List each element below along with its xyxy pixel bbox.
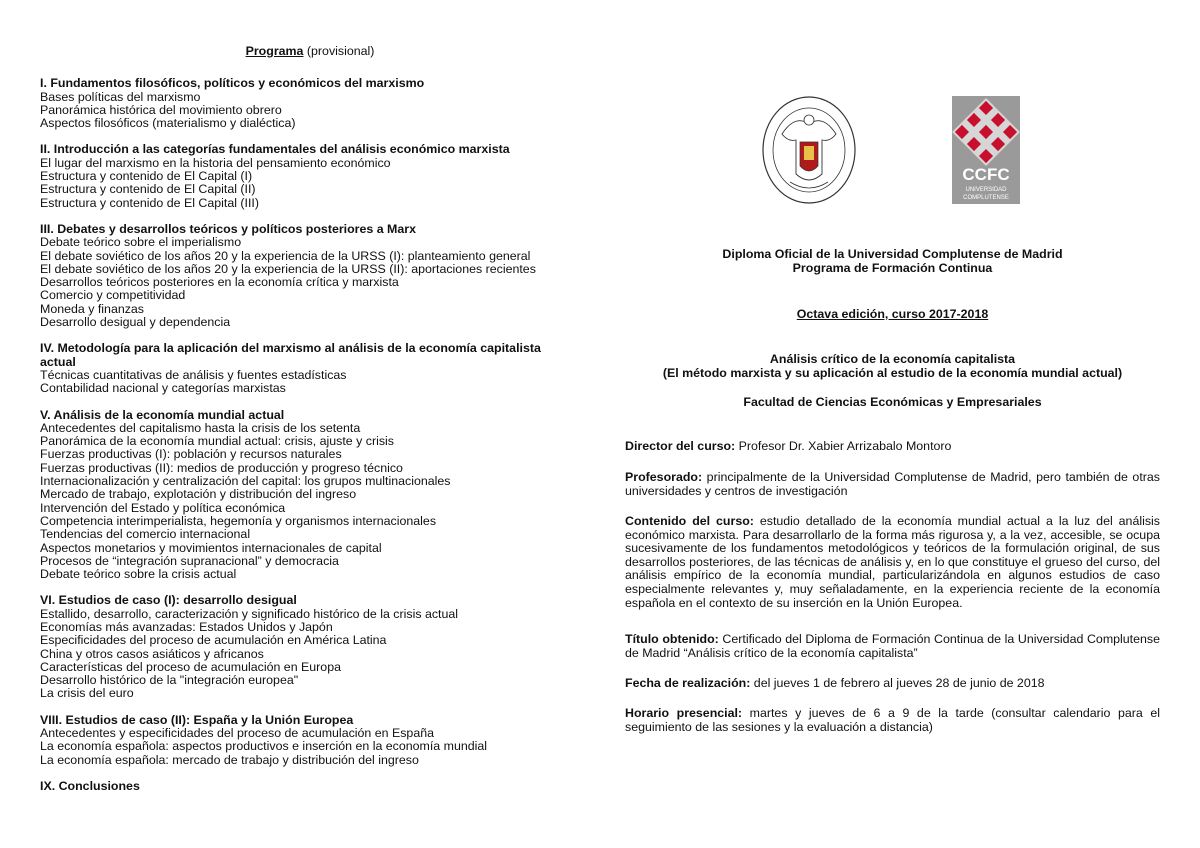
section-item: Estallido, desarrollo, caracterización y significado histórico de la crisis actual xyxy=(40,606,459,621)
diploma-line1: Diploma Oficial de la Universidad Complutense de Madrid xyxy=(722,247,1063,261)
section-item: Debate teórico sobre la crisis actual xyxy=(40,567,237,582)
course-subtitle: (El método marxista y su aplicación al estudio de la economía mundial actual) xyxy=(662,365,1123,380)
program-subtitle: (provisional) xyxy=(306,44,375,58)
profesorado-value: principalmente de la Universidad Complutense de Madrid, pero también de otras universidades y centros de investigación xyxy=(625,470,1160,498)
section-item: Desarrollo desigual y dependencia xyxy=(40,315,231,330)
section-item: Antecedentes del capitalismo hasta la crisis de los setenta xyxy=(40,420,361,435)
section-title: VIII. Estudios de caso (II): España y la Unión Europea xyxy=(40,712,354,727)
edition-block xyxy=(625,308,1160,322)
section-item: El lugar del marxismo en la historia del pensamiento económico xyxy=(40,155,391,170)
fecha-label: Fecha de realización: xyxy=(625,676,751,690)
horario-label: Horario presencial: xyxy=(625,706,743,720)
section-item: Desarrollo histórico de la "integración europea" xyxy=(40,673,299,688)
section-item: Antecedentes y especificidades del proceso de acumulación en España xyxy=(40,726,435,741)
section-item: Contabilidad nacional y categorías marxistas xyxy=(40,381,286,396)
section-items xyxy=(40,422,580,582)
program-section xyxy=(40,714,580,767)
section-item: Internacionalización y centralización del capital: los grupos multinacionales xyxy=(40,474,451,489)
section-title: IX. Conclusiones xyxy=(40,778,140,793)
section-item: Competencia interimperialista, hegemonía y organismos internacionales xyxy=(40,513,437,528)
diploma-heading xyxy=(625,248,1160,275)
section-title: IV. Metodología para la aplicación del marxismo al análisis de la economía capitalista actual xyxy=(40,341,541,369)
section-item: Intervención del Estado y política económica xyxy=(40,500,286,515)
contenido-value: estudio detallado de la economía mundial actual a la luz del análisis económico marxista. Para desarrollarlo de la forma más rigurosa y, a la vez, accesible, se ocupa sucesivamente de los fundamentos metodológicos y teóricos de la formulación original, de sus desarrollos posteriores, de las técnicas de análisis y, en lo que constituye el grueso del curso, del análisis empírico de la economía mundial, particularizándola en algunos estudios de caso especialmente relevantes y, muy señaladamente, en la experiencia reciente de la economía española en el contexto de su inserción en la Unión Europea. xyxy=(625,514,1160,610)
program-section xyxy=(40,77,580,130)
course-title: Análisis crítico de la economía capitalista xyxy=(769,352,1016,366)
section-item: El debate soviético de los años 20 y la experiencia de la URSS (II): aportaciones recientes xyxy=(40,261,536,276)
section-items xyxy=(40,91,580,131)
section-item: Desarrollos teóricos posteriores en la economía crítica y marxista xyxy=(40,275,399,290)
ccfc-sub2: COMPLUTENSE xyxy=(963,195,1009,201)
section-item: Especificidades del proceso de acumulación en América Latina xyxy=(40,633,387,648)
course-title-block xyxy=(625,353,1160,380)
section-item: Tendencias del comercio internacional xyxy=(40,527,251,542)
titulo-value: Certificado del Diploma de Formación Continua de la Universidad Complutense de Madrid “Análisis crítico de la economía capitalista” xyxy=(625,632,1160,660)
profesorado-label: Profesorado: xyxy=(625,470,703,484)
ccfc-logo-icon xyxy=(952,96,1020,204)
program-column xyxy=(40,45,580,806)
universidad-complutense-seal-icon xyxy=(760,94,858,206)
diploma-line2: Programa de Formación Continua xyxy=(792,260,993,275)
section-item: Economías más avanzadas: Estados Unidos y Japón xyxy=(40,619,333,634)
section-item: Estructura y contenido de El Capital (I) xyxy=(40,169,253,184)
program-section xyxy=(40,594,580,700)
section-item: Comercio y competitividad xyxy=(40,288,186,303)
section-items xyxy=(40,608,580,701)
section-items xyxy=(40,236,580,329)
contenido-label: Contenido del curso: xyxy=(625,514,754,528)
section-item: Mercado de trabajo, explotación y distribución del ingreso xyxy=(40,487,357,502)
section-item: Aspectos monetarios y movimientos internacionales de capital xyxy=(40,540,382,555)
faculty-name: Facultad de Ciencias Económicas y Empresariales xyxy=(743,395,1042,409)
fecha-paragraph xyxy=(625,677,1160,691)
section-items xyxy=(40,727,580,767)
contenido-paragraph xyxy=(625,515,1160,610)
program-title: Programa xyxy=(245,44,304,58)
director-label: Director del curso: xyxy=(625,439,736,453)
logos xyxy=(760,94,1060,206)
section-item: Aspectos filosóficos (materialismo y dialéctica) xyxy=(40,116,296,131)
section-item: Debate teórico sobre el imperialismo xyxy=(40,235,242,250)
section-items xyxy=(40,369,580,396)
program-sections xyxy=(40,77,580,793)
section-items xyxy=(40,157,580,210)
profesorado-paragraph xyxy=(625,471,1160,498)
section-item: Técnicas cuantitativas de análisis y fuentes estadísticas xyxy=(40,367,347,382)
fecha-value: del jueves 1 de febrero al jueves 28 de junio de 2018 xyxy=(753,676,1045,690)
ccfc-text: CCFC xyxy=(962,165,1010,184)
section-item: China y otros casos asiáticos y africanos xyxy=(40,646,264,661)
section-item: La crisis del euro xyxy=(40,686,134,701)
section-item: Procesos de “integración supranacional” y democracia xyxy=(40,553,339,568)
director-value: Profesor Dr. Xabier Arrizabalo Montoro xyxy=(738,439,952,453)
section-title: I. Fundamentos filosóficos, políticos y económicos del marxismo xyxy=(40,76,425,91)
program-heading xyxy=(40,45,580,58)
section-title: V. Análisis de la economía mundial actual xyxy=(40,407,285,422)
section-item: El debate soviético de los años 20 y la experiencia de la URSS (I): planteamiento general xyxy=(40,248,531,263)
section-title: VI. Estudios de caso (I): desarrollo desigual xyxy=(40,593,297,608)
section-item: Panorámica histórica del movimiento obrero xyxy=(40,102,282,117)
section-item: La economía española: aspectos productivos e inserción en la economía mundial xyxy=(40,739,488,754)
section-title: III. Debates y desarrollos teóricos y políticos posteriores a Marx xyxy=(40,221,416,236)
section-item: Moneda y finanzas xyxy=(40,301,145,316)
titulo-label: Título obtenido: xyxy=(625,632,719,646)
section-item: Bases políticas del marxismo xyxy=(40,89,201,104)
program-section xyxy=(40,780,580,793)
section-item: Fuerzas productivas (I): población y recursos naturales xyxy=(40,447,342,462)
section-title: II. Introducción a las categorías fundamentales del análisis económico marxista xyxy=(40,142,510,157)
program-section xyxy=(40,143,580,209)
director-paragraph xyxy=(625,440,1160,454)
horario-value: martes y jueves de 6 a 9 de la tarde (consultar calendario para el seguimiento de las sesiones y la evaluación a distancia) xyxy=(625,706,1161,734)
section-item: La economía española: mercado de trabajo y distribución del ingreso xyxy=(40,752,419,767)
section-item: Estructura y contenido de El Capital (III) xyxy=(40,195,260,210)
titulo-paragraph xyxy=(625,633,1160,660)
section-item: Panorámica de la economía mundial actual: crisis, ajuste y crisis xyxy=(40,434,394,449)
program-section xyxy=(40,409,580,582)
ccfc-sub1: UNIVERSIDAD xyxy=(965,187,1007,193)
section-item: Fuerzas productivas (II): medios de producción y progreso técnico xyxy=(40,460,403,475)
program-section xyxy=(40,223,580,329)
faculty-block xyxy=(625,396,1160,410)
section-item: Estructura y contenido de El Capital (II) xyxy=(40,182,256,197)
edition-text: Octava edición, curso 2017-2018 xyxy=(796,307,989,321)
program-section xyxy=(40,342,580,395)
horario-paragraph xyxy=(625,707,1160,734)
section-item: Características del proceso de acumulación en Europa xyxy=(40,659,341,674)
